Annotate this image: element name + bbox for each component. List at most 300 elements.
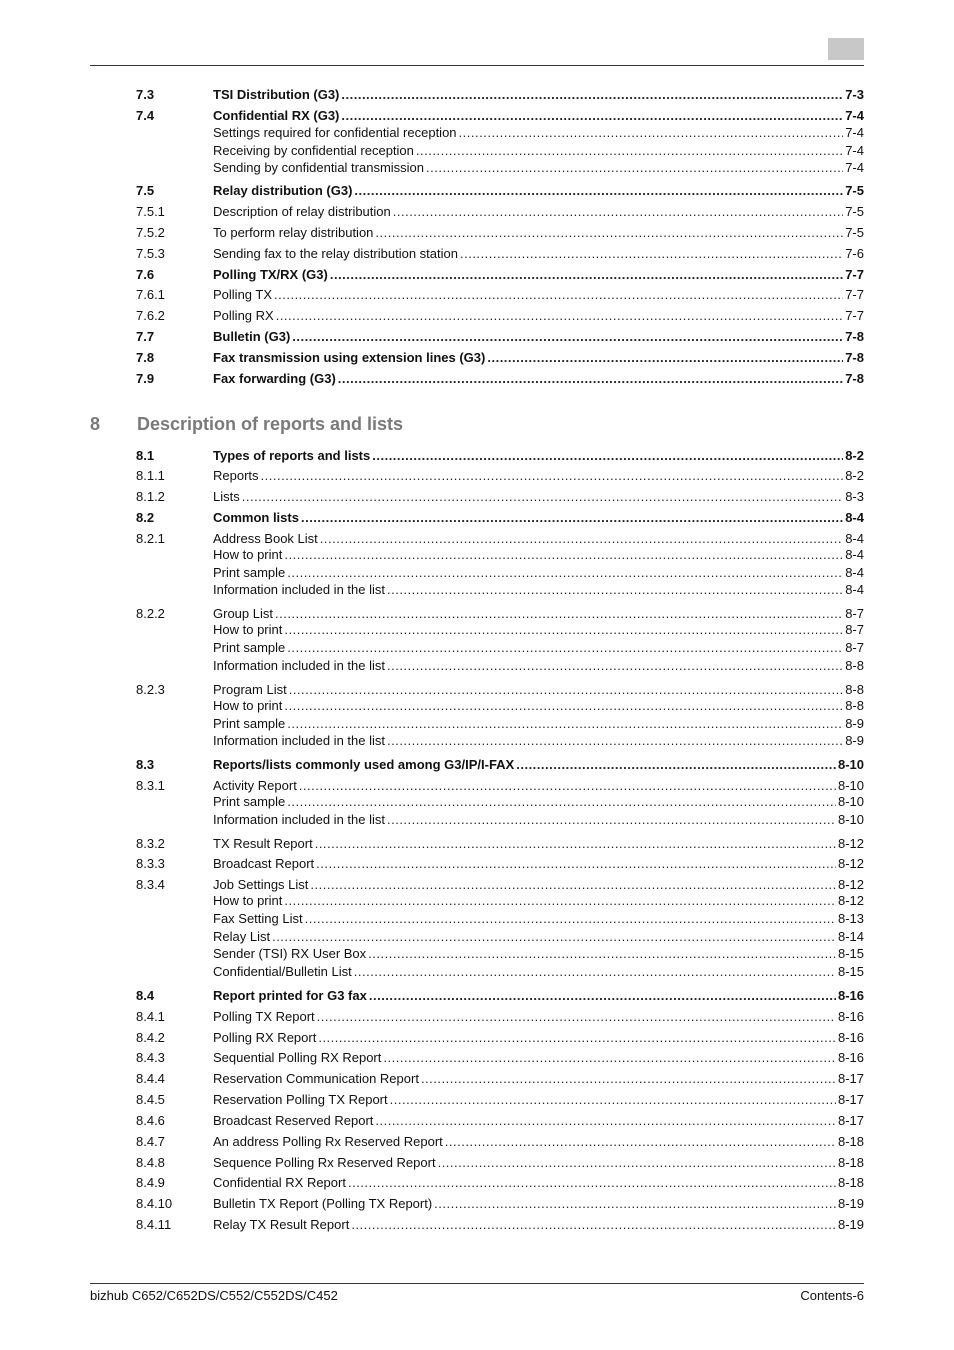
dot-leader — [354, 963, 836, 980]
toc-entry-page: 8-10 — [837, 812, 864, 827]
toc-entry-number: 7.3 — [136, 87, 155, 102]
dot-leader — [390, 1091, 836, 1108]
toc-entry-leader-line — [213, 963, 864, 980]
toc-entry-page: 8-7 — [845, 606, 864, 621]
toc-entry-leader-line — [213, 307, 864, 324]
toc-entry[interactable] — [136, 124, 864, 141]
toc-entry-leader-line — [213, 124, 864, 141]
toc-entry-leader-line — [213, 657, 864, 674]
toc-entry-title: Fax Setting List — [213, 911, 303, 926]
toc-entry-page: 8-4 — [845, 531, 864, 546]
dot-leader — [368, 945, 836, 962]
toc-entry-leader-line — [213, 835, 864, 852]
toc-entry-title: Group List — [213, 606, 273, 621]
toc-entry-page: 8-7 — [845, 622, 864, 637]
toc-entry-page: 8-16 — [837, 1009, 864, 1024]
toc-entry-page: 8-10 — [837, 794, 864, 809]
dot-leader — [316, 855, 836, 872]
toc-entry[interactable] — [136, 546, 864, 563]
toc-entry-title: Broadcast Report — [213, 856, 315, 871]
dot-leader — [275, 605, 843, 622]
toc-entry-leader-line — [213, 349, 864, 366]
toc-entry-number: 8.3.4 — [136, 877, 165, 892]
toc-entry-title: Reservation Polling TX Report — [213, 1092, 388, 1107]
toc-entry-title: Polling TX — [213, 287, 273, 302]
toc-entry-leader-line — [213, 715, 864, 732]
toc-entry-title: Polling TX/RX (G3) — [213, 267, 328, 282]
toc-entry-title: Description of relay distribution — [213, 204, 391, 219]
toc-entry-title: Confidential/Bulletin List — [213, 964, 352, 979]
toc-entry-title: Polling RX — [213, 308, 274, 323]
toc-entry-leader-line — [213, 1029, 864, 1046]
toc-entry-leader-line — [213, 142, 864, 159]
toc-entry-leader-line — [213, 1070, 864, 1087]
toc-entry-number: 8.3.3 — [136, 856, 165, 871]
toc-entry-title: Bulletin TX Report (Polling TX Report) — [213, 1196, 433, 1211]
toc-entry-page: 7-7 — [845, 308, 864, 323]
dot-leader — [284, 546, 843, 563]
toc-entry-number: 7.5.1 — [136, 204, 165, 219]
dot-leader — [320, 530, 843, 547]
dot-leader — [299, 777, 836, 794]
toc-entry-leader-line — [213, 1195, 864, 1212]
toc-entry-number: 7.8 — [136, 350, 155, 365]
toc-entry-leader-line — [213, 447, 864, 464]
toc-entry-page: 8-18 — [837, 1175, 864, 1190]
toc-entry-leader-line — [213, 639, 864, 656]
toc-entry-leader-line — [213, 928, 864, 945]
toc-entry-leader-line — [213, 245, 864, 262]
toc-entry-title: Polling RX Report — [213, 1030, 317, 1045]
toc-entry-page: 8-16 — [837, 1030, 864, 1045]
dot-leader — [393, 203, 843, 220]
toc-entry-title: Relay distribution (G3) — [213, 183, 353, 198]
dot-leader — [287, 639, 843, 656]
toc-entry-title: Information included in the list — [213, 582, 385, 597]
dot-leader — [341, 107, 843, 124]
toc-entry-number: 8.3 — [136, 757, 155, 772]
toc-entry-page: 8-8 — [845, 698, 864, 713]
toc-entry-number: 8.1.1 — [136, 468, 165, 483]
toc-entry-leader-line — [213, 203, 864, 220]
toc-entry-leader-line — [213, 681, 864, 698]
toc-entry-page: 8-2 — [845, 448, 864, 463]
toc-entry-title: Sending by confidential transmission — [213, 160, 425, 175]
toc-entry-title: Report printed for G3 fax — [213, 988, 367, 1003]
toc-entry[interactable] — [136, 777, 864, 794]
toc-entry-title: Job Settings List — [213, 877, 309, 892]
toc-entry-page: 7-7 — [845, 267, 864, 282]
dot-leader — [487, 349, 843, 366]
dot-leader — [516, 756, 836, 773]
toc-entry-title: Common lists — [213, 510, 299, 525]
toc-entry-number: 8.3.2 — [136, 836, 165, 851]
toc-entry[interactable] — [136, 530, 864, 547]
toc-entry-leader-line — [213, 581, 864, 598]
toc-entry-number: 8.2 — [136, 510, 155, 525]
toc-entry[interactable] — [136, 1029, 864, 1046]
toc-entry-page: 7-4 — [845, 160, 864, 175]
toc-entry-number: 8.3.1 — [136, 778, 165, 793]
toc-entry-leader-line — [213, 509, 864, 526]
toc-entry[interactable] — [136, 715, 864, 732]
toc-entry-leader-line — [213, 564, 864, 581]
dot-leader — [287, 715, 843, 732]
toc-entry[interactable] — [136, 1091, 864, 1108]
toc-entry-page: 8-4 — [845, 510, 864, 525]
dot-leader — [305, 910, 836, 927]
toc-entry-page: 8-17 — [837, 1071, 864, 1086]
toc-entry[interactable] — [136, 581, 864, 598]
toc-entry[interactable] — [136, 657, 864, 674]
toc-entry-page: 8-8 — [845, 658, 864, 673]
toc-entry-leader-line — [213, 370, 864, 387]
toc-entry-leader-line — [213, 811, 864, 828]
toc-entry[interactable] — [136, 835, 864, 852]
toc-entry-title: Fax forwarding (G3) — [213, 371, 336, 386]
footer-divider — [90, 1283, 864, 1284]
toc-entry[interactable] — [136, 349, 864, 366]
toc-entry[interactable] — [136, 1112, 864, 1129]
dot-leader — [375, 224, 843, 241]
chapter-number: 8 — [90, 414, 101, 434]
toc-entry[interactable] — [136, 142, 864, 159]
dot-leader — [375, 1112, 836, 1129]
toc-entry-page: 7-3 — [845, 87, 864, 102]
toc-entry-number: 8.4.10 — [136, 1196, 173, 1211]
toc-entry[interactable] — [136, 1049, 864, 1066]
toc-entry-page: 7-4 — [845, 108, 864, 123]
dot-leader — [289, 681, 844, 698]
toc-entry[interactable] — [136, 945, 864, 962]
toc-entry[interactable] — [136, 1174, 864, 1191]
toc-entry[interactable] — [136, 793, 864, 810]
dot-leader — [315, 835, 836, 852]
dot-leader — [434, 1195, 836, 1212]
toc-entry-page: 8-7 — [845, 640, 864, 655]
toc-entry-number: 7.7 — [136, 329, 155, 344]
dot-leader — [338, 370, 843, 387]
toc-entry-title: How to print — [213, 698, 283, 713]
toc-entry[interactable] — [136, 928, 864, 945]
toc-entry-leader-line — [213, 286, 864, 303]
toc-entry[interactable] — [136, 876, 864, 893]
toc-entry-title: Settings required for confidential reception — [213, 125, 457, 140]
toc-entry-title: Information included in the list — [213, 658, 385, 673]
dot-leader — [272, 928, 836, 945]
toc-entry-leader-line — [213, 1174, 864, 1191]
dot-leader — [287, 564, 843, 581]
toc-entry-page: 8-16 — [837, 988, 864, 1003]
toc-entry[interactable] — [136, 756, 864, 773]
toc-entry[interactable] — [136, 681, 864, 698]
toc-entry-number: 8.4.4 — [136, 1071, 165, 1086]
toc-entry-number: 8.4.9 — [136, 1175, 165, 1190]
toc-entry-title: An address Polling Rx Reserved Report — [213, 1134, 443, 1149]
toc-entry-page: 7-7 — [845, 287, 864, 302]
dot-leader — [276, 307, 844, 324]
toc-entry-leader-line — [213, 1216, 864, 1233]
toc-entry-page: 8-17 — [837, 1092, 864, 1107]
dot-leader — [310, 876, 836, 893]
toc-entry-leader-line — [213, 1133, 864, 1150]
toc-entry[interactable] — [136, 1216, 864, 1233]
toc-entry-title: Receiving by confidential reception — [213, 143, 414, 158]
toc-entry[interactable] — [136, 639, 864, 656]
toc-entry-leader-line — [213, 328, 864, 345]
dot-leader — [438, 1154, 836, 1171]
toc-entry-page: 7-5 — [845, 204, 864, 219]
toc-entry-leader-line — [213, 546, 864, 563]
toc-entry-leader-line — [213, 224, 864, 241]
toc-entry-title: Confidential RX Report — [213, 1175, 346, 1190]
toc-entry[interactable] — [136, 447, 864, 464]
toc-entry[interactable] — [136, 1133, 864, 1150]
dot-leader — [387, 581, 843, 598]
dot-leader — [426, 159, 843, 176]
dot-leader — [284, 892, 836, 909]
dot-leader — [287, 793, 836, 810]
dot-leader — [416, 142, 843, 159]
toc-entry-leader-line — [213, 987, 864, 1004]
toc-entry[interactable] — [136, 811, 864, 828]
toc-entry-page: 8-3 — [845, 489, 864, 504]
toc-entry-page: 8-2 — [845, 468, 864, 483]
toc-entry[interactable] — [136, 564, 864, 581]
toc-entry-number: 8.4.5 — [136, 1092, 165, 1107]
toc-entry-number: 8.4.7 — [136, 1134, 165, 1149]
toc-entry[interactable] — [136, 307, 864, 324]
toc-entry-leader-line — [213, 1091, 864, 1108]
toc-entry-number: 7.6 — [136, 267, 155, 282]
dot-leader — [318, 1029, 836, 1046]
toc-entry-page: 7-8 — [845, 329, 864, 344]
toc-entry-title: Sending fax to the relay distribution station — [213, 246, 458, 261]
toc-entry[interactable] — [136, 1195, 864, 1212]
toc-entry-page: 8-9 — [845, 716, 864, 731]
toc-entry-title: Lists — [213, 489, 240, 504]
toc-entry-title: Print sample — [213, 565, 286, 580]
toc-entry-page: 8-12 — [837, 877, 864, 892]
toc-entry-page: 8-4 — [845, 582, 864, 597]
toc-entry[interactable] — [136, 963, 864, 980]
toc-entry[interactable] — [136, 488, 864, 505]
toc-entry-page: 7-4 — [845, 143, 864, 158]
dot-leader — [330, 266, 843, 283]
toc-entry-number: 7.6.2 — [136, 308, 165, 323]
toc-entry-number: 8.4.8 — [136, 1155, 165, 1170]
toc-entry-title: Broadcast Reserved Report — [213, 1113, 374, 1128]
toc-entry-leader-line — [213, 605, 864, 622]
toc-entry[interactable] — [136, 1154, 864, 1171]
toc-entry[interactable] — [136, 697, 864, 714]
dot-leader — [387, 811, 836, 828]
toc-entry[interactable] — [136, 286, 864, 303]
toc-entry[interactable] — [136, 605, 864, 622]
dot-leader — [369, 987, 836, 1004]
toc-entry-page: 7-8 — [845, 371, 864, 386]
toc-entry[interactable] — [136, 1008, 864, 1025]
toc-entry-leader-line — [213, 756, 864, 773]
toc-entry-title: Relay TX Result Report — [213, 1217, 350, 1232]
toc-entry-title: How to print — [213, 547, 283, 562]
toc-entry-number: 7.5.3 — [136, 246, 165, 261]
dot-leader — [354, 182, 843, 199]
toc-entry-title: Sequence Polling Rx Reserved Report — [213, 1155, 436, 1170]
toc-entry-title: Sender (TSI) RX User Box — [213, 946, 367, 961]
toc-entry-title: Information included in the list — [213, 812, 385, 827]
toc-entry-title: Sequential Polling RX Report — [213, 1050, 382, 1065]
toc-entry-title: Types of reports and lists — [213, 448, 371, 463]
toc-entry-leader-line — [213, 1154, 864, 1171]
toc-entry-page: 8-10 — [837, 757, 864, 772]
toc-entry-number: 8.4.3 — [136, 1050, 165, 1065]
toc-entry-leader-line — [213, 107, 864, 124]
toc-entry-leader-line — [213, 855, 864, 872]
dot-leader — [301, 509, 843, 526]
toc-entry-number: 7.6.1 — [136, 287, 165, 302]
toc-entry-page: 8-10 — [837, 778, 864, 793]
toc-entry-title: Print sample — [213, 794, 286, 809]
toc-entry-title: Reservation Communication Report — [213, 1071, 419, 1086]
toc-entry[interactable] — [136, 1070, 864, 1087]
toc-entry-title: Reports — [213, 468, 259, 483]
toc-entry-number: 7.5 — [136, 183, 155, 198]
dot-leader — [242, 488, 843, 505]
toc-entry[interactable] — [136, 266, 864, 283]
toc-entry-number: 7.5.2 — [136, 225, 165, 240]
toc-entry[interactable] — [136, 245, 864, 262]
toc-entry[interactable] — [136, 892, 864, 909]
toc-entry-title: Reports/lists commonly used among G3/IP/I-FAX — [213, 757, 515, 772]
toc-entry-leader-line — [213, 530, 864, 547]
toc-entry-title: Relay List — [213, 929, 271, 944]
toc-entry-number: 8.4.1 — [136, 1009, 165, 1024]
dot-leader — [341, 86, 843, 103]
toc-entry-title: Address Book List — [213, 531, 318, 546]
dot-leader — [445, 1133, 836, 1150]
toc-entry-title: Print sample — [213, 716, 286, 731]
toc-entry-title: Program List — [213, 682, 287, 697]
dot-leader — [421, 1070, 836, 1087]
toc-entry-page: 8-15 — [837, 964, 864, 979]
toc-entry-title: To perform relay distribution — [213, 225, 374, 240]
toc-entry-page: 7-6 — [845, 246, 864, 261]
toc-entry-leader-line — [213, 621, 864, 638]
toc-entry-number: 8.4.6 — [136, 1113, 165, 1128]
toc-entry-leader-line — [213, 892, 864, 909]
toc-entry-number: 8.2.1 — [136, 531, 165, 546]
toc-entry-page: 8-15 — [837, 946, 864, 961]
toc-entry[interactable] — [136, 621, 864, 638]
dot-leader — [284, 621, 843, 638]
toc-entry-title: Activity Report — [213, 778, 297, 793]
toc-entry-page: 7-5 — [845, 183, 864, 198]
toc-entry-leader-line — [213, 697, 864, 714]
toc-entry-number: 8.1 — [136, 448, 155, 463]
toc-entry[interactable] — [136, 328, 864, 345]
toc-entry-page: 8-16 — [837, 1050, 864, 1065]
dot-leader — [348, 1174, 836, 1191]
toc-entry-leader-line — [213, 467, 864, 484]
toc-entry-leader-line — [213, 1049, 864, 1066]
dot-leader — [274, 286, 843, 303]
toc-entry-page: 7-4 — [845, 125, 864, 140]
toc-entry[interactable] — [136, 509, 864, 526]
toc-entry-page: 7-5 — [845, 225, 864, 240]
toc-entry-leader-line — [213, 86, 864, 103]
toc-entry-title: Information included in the list — [213, 733, 385, 748]
toc-entry-leader-line — [213, 732, 864, 749]
toc-entry-leader-line — [213, 876, 864, 893]
footer-page-number: Contents-6 — [800, 1288, 864, 1303]
dot-leader — [317, 1008, 836, 1025]
toc-entry-leader-line — [213, 945, 864, 962]
toc-entry-number: 8.4 — [136, 988, 155, 1003]
dot-leader — [460, 245, 843, 262]
toc-entry-page: 8-13 — [837, 911, 864, 926]
toc-entry[interactable] — [136, 855, 864, 872]
toc-entry-leader-line — [213, 182, 864, 199]
toc-entry-leader-line — [213, 1112, 864, 1129]
toc-entry-page: 8-4 — [845, 565, 864, 580]
toc-entry[interactable] — [136, 86, 864, 103]
toc-entry-number: 8.2.2 — [136, 606, 165, 621]
toc-entry-leader-line — [213, 777, 864, 794]
footer-product: bizhub C652/C652DS/C552/C552DS/C452 — [90, 1288, 338, 1303]
toc-entry-title: Print sample — [213, 640, 286, 655]
toc-entry[interactable] — [136, 203, 864, 220]
toc-entry[interactable] — [136, 107, 864, 124]
toc-entry-title: Fax transmission using extension lines (G3) — [213, 350, 486, 365]
dot-leader — [383, 1049, 836, 1066]
toc-entry-page: 7-8 — [845, 350, 864, 365]
dot-leader — [261, 467, 844, 484]
dot-leader — [459, 124, 844, 141]
toc-entry-leader-line — [213, 793, 864, 810]
toc-entry-page: 8-12 — [837, 893, 864, 908]
toc-entry-page: 8-14 — [837, 929, 864, 944]
toc-entry-title: Polling TX Report — [213, 1009, 315, 1024]
toc-entry-leader-line — [213, 910, 864, 927]
dot-leader — [284, 697, 843, 714]
toc-entry[interactable] — [136, 987, 864, 1004]
toc-entry[interactable] — [136, 159, 864, 176]
toc-entry-title: Bulletin (G3) — [213, 329, 291, 344]
toc-entry[interactable] — [136, 182, 864, 199]
toc-entry-number: 7.4 — [136, 108, 155, 123]
toc-entry[interactable] — [136, 224, 864, 241]
toc-entry[interactable] — [136, 467, 864, 484]
chapter-title: Description of reports and lists — [137, 414, 404, 434]
toc-entry-title: How to print — [213, 893, 283, 908]
toc-entry-leader-line — [213, 266, 864, 283]
toc-entry-leader-line — [213, 488, 864, 505]
toc-entry-number: 7.9 — [136, 371, 155, 386]
dot-leader — [387, 732, 843, 749]
toc-entry[interactable] — [136, 732, 864, 749]
toc-entry-page: 8-9 — [845, 733, 864, 748]
toc-entry-number: 8.2.3 — [136, 682, 165, 697]
toc-entry-number: 8.4.11 — [136, 1217, 172, 1232]
toc-entry[interactable] — [136, 370, 864, 387]
toc-entry-page: 8-4 — [845, 547, 864, 562]
toc-entry-number: 8.4.2 — [136, 1030, 165, 1045]
toc-entry-title: How to print — [213, 622, 283, 637]
toc-entry-title: TX Result Report — [213, 836, 313, 851]
toc-entry[interactable] — [136, 910, 864, 927]
dot-leader — [387, 657, 843, 674]
